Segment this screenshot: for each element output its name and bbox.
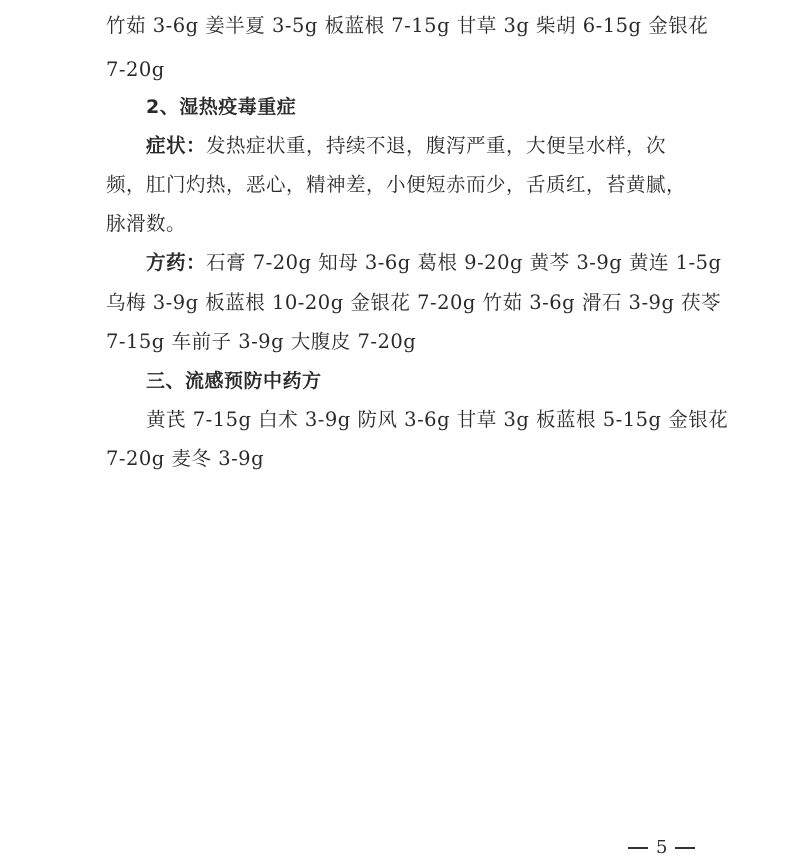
page-number <box>628 836 695 860</box>
text-line-herbs-end: 7-20g <box>106 58 165 81</box>
prescription-line-3: 7-15g 车前子 3-9g 大腹皮 7-20g <box>106 330 417 353</box>
symptoms-text-1: 发热症状重，持续不退，腹泻严重，大便呈水样，次 <box>206 134 667 157</box>
symptoms-line-3: 脉滑数。 <box>106 212 187 235</box>
prescription-label: 方药： <box>146 251 207 274</box>
prescription-line-2: 乌梅 3-9g 板蓝根 10-20g 金银花 7-20g 竹茹 3-6g 滑石 3-9g 茯苓 <box>106 291 722 314</box>
symptoms-line-1 <box>146 133 666 159</box>
symptoms-label: 症状： <box>146 134 207 157</box>
section-heading-flu-prevention: 三、流感预防中药方 <box>146 370 322 392</box>
page-number-dash-left <box>628 847 648 848</box>
text-line-herbs-continued: 竹茹 3-6g 姜半夏 3-5g 板蓝根 7-15g 甘草 3g 柴胡 6-15g 金银花 <box>106 14 709 37</box>
page-number-dash-right <box>675 847 695 848</box>
prescription-line-1 <box>146 250 722 276</box>
page-number-value: 5 <box>656 837 668 858</box>
symptoms-line-2: 频，肛门灼热，恶心，精神差，小便短赤而少，舌质红，苔黄腻， <box>106 173 687 196</box>
prescription-text-1: 石膏 7-20g 知母 3-6g 葛根 9-20g 黄芩 3-9g 黄连 1-5g <box>206 251 722 274</box>
section-heading-damp-heat: 2、湿热疫毒重症 <box>146 96 297 118</box>
prevention-line-2: 7-20g 麦冬 3-9g <box>106 447 265 470</box>
prevention-line-1: 黄芪 7-15g 白术 3-9g 防风 3-6g 甘草 3g 板蓝根 5-15g 金银花 <box>146 408 729 431</box>
